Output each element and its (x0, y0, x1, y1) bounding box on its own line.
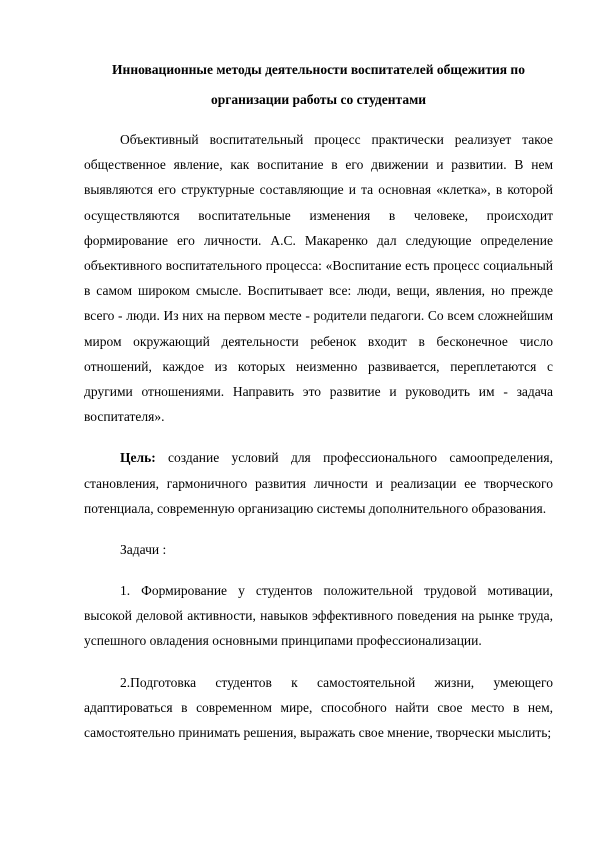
tasks-heading: Задачи : (120, 542, 167, 558)
title-line-1: Инновационные методы деятельности воспитателей общежития по (112, 62, 525, 77)
task-item-1: 1. Формирование у студентов положительной трудовой мотивации, высокой деловой активности, навыков эффективного поведения на рынке труда, успешного овладения основными принципами профессионализации. (84, 583, 553, 649)
goal-text: создание условий для профессионального самоопределения, становления, гармоничного развития личности и реализации ее творческого потенциала, современную организацию системы дополнительного образования. (84, 450, 553, 516)
goal-label: Цель: (120, 450, 156, 466)
goal-paragraph (84, 445, 553, 521)
title-line-2: организации работы со студентами (210, 92, 427, 107)
task-item-2: 2.Подготовка студентов к самостоятельной жизни, умеющего адаптироваться в современном мире, способного найти свое место в нем, самостоятельно принимать решения, выражать свое мнение, творчески мыслить; (84, 674, 553, 741)
document-page (84, 55, 553, 759)
intro-paragraph: Объективный воспитательный процесс практически реализует такое общественное явление, как воспитание в его движении и развитии. В нем выявляются его структурные составляющие и та основная «клетка», в которой осуществляются воспитательные изменения в человеке, происходит формирование его личности. А.С. Макаренко дал следующие определение объективного воспитательного процесса: «Воспитание есть процесс социальный в самом широком смысле. Воспитывает все: люди, вещи, явления, но прежде всего - люди. Из них на первом месте - родители педагоги. Со всем сложнейшим миром окружающий деятельности ребенок входит в бесконечное число отношений, каждое из которых неизменно развивается, переплетаются с другими отношениями. Направить это развитие и руководить им - задача воспитателя». (84, 132, 553, 425)
document-title (84, 55, 553, 115)
